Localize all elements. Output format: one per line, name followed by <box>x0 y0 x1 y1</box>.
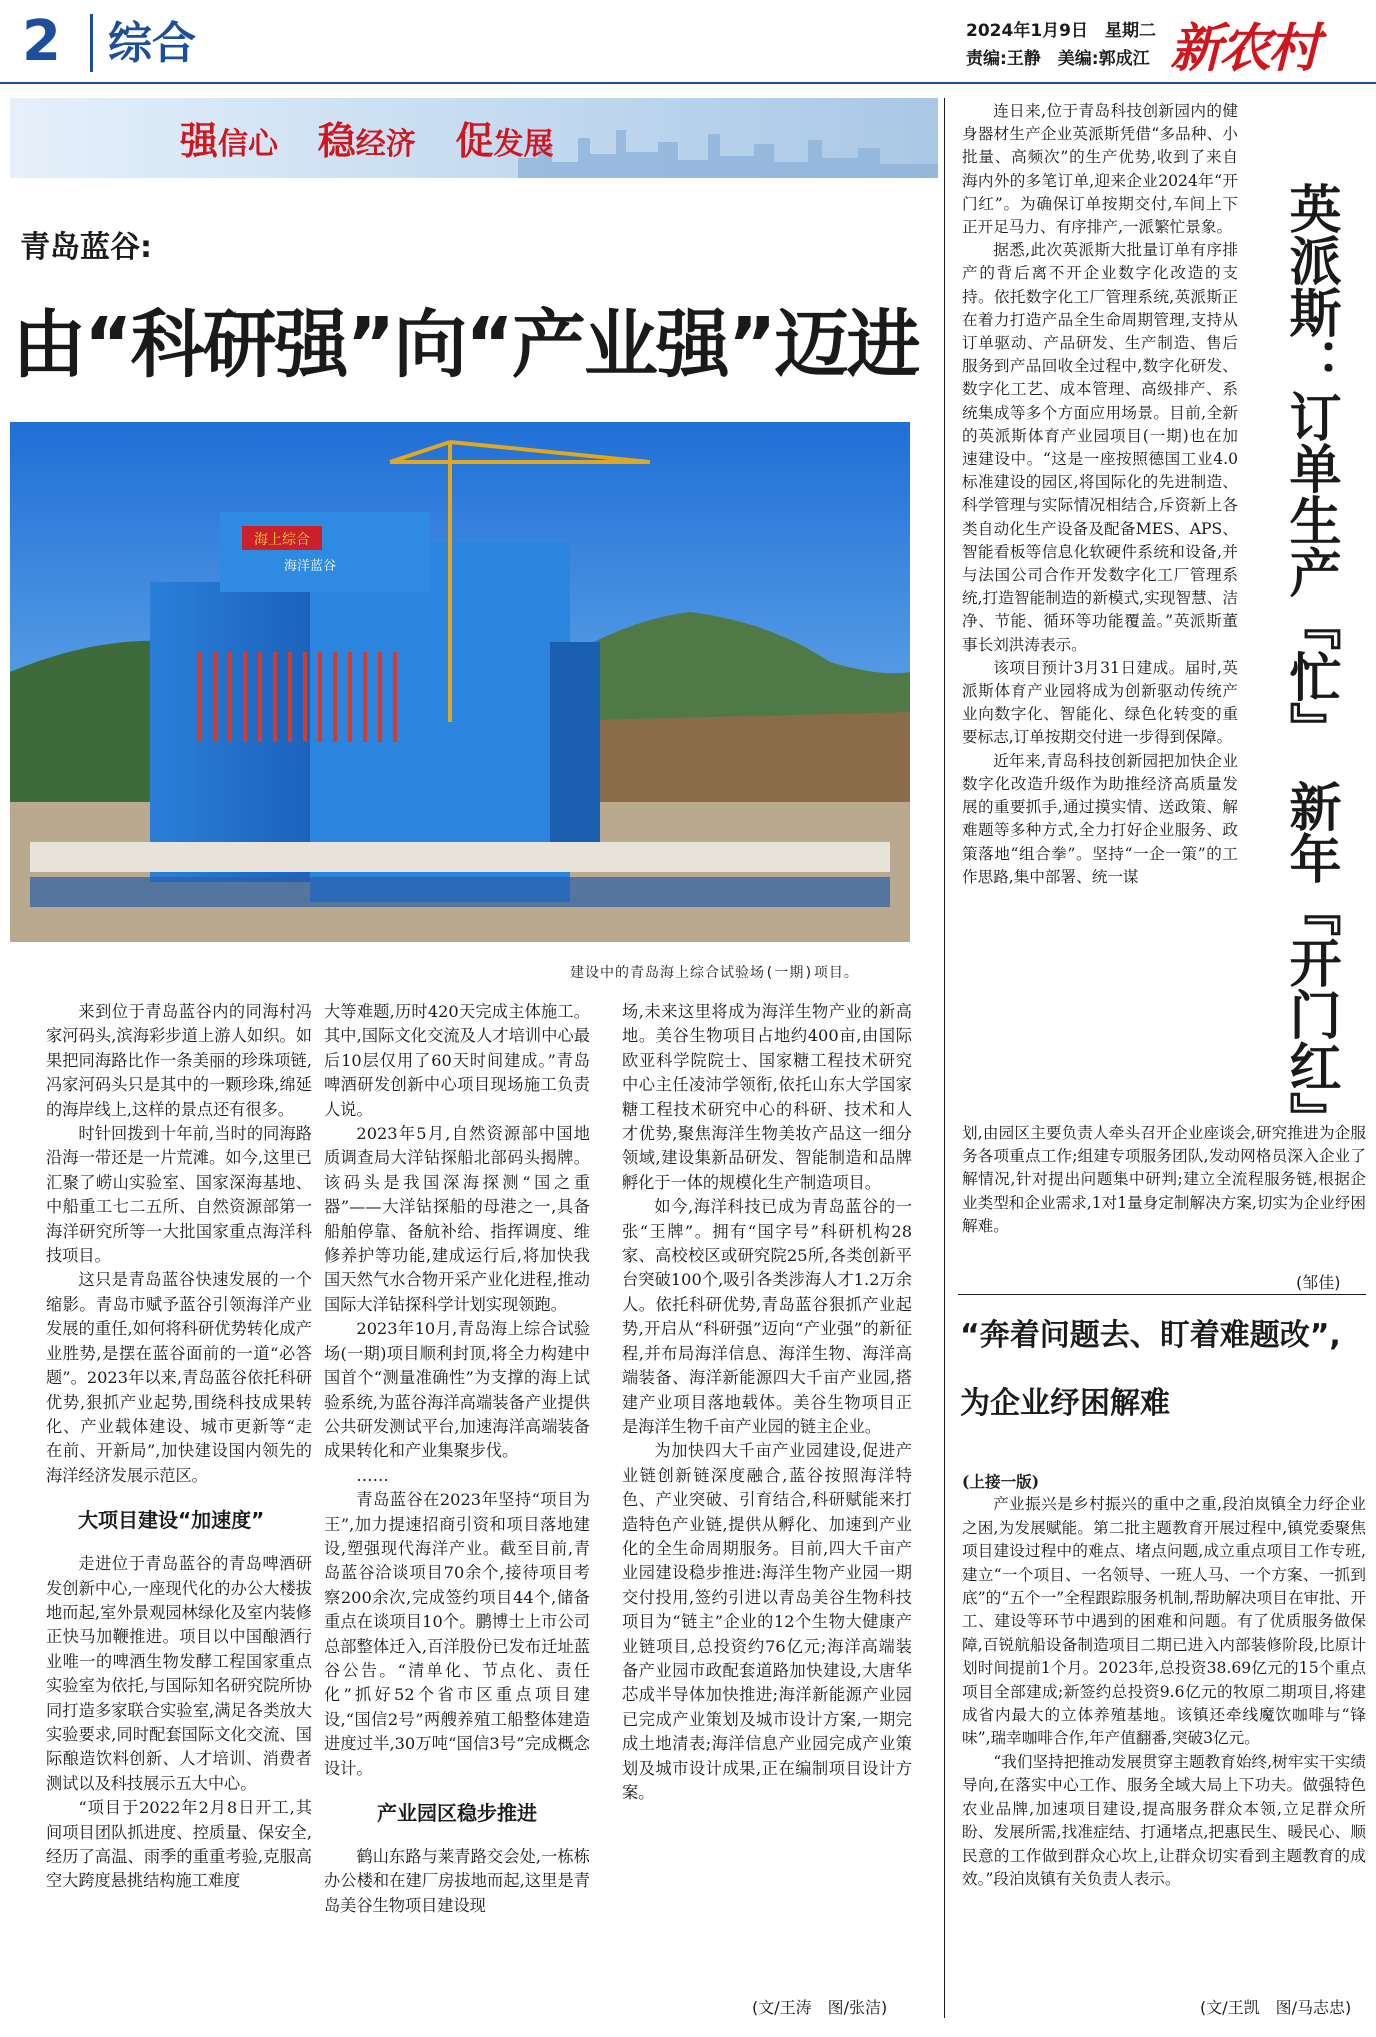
section-rule <box>958 1294 1366 1295</box>
lead-column-3 <box>622 1000 912 1805</box>
side-article-title: 英派斯：订单生产『忙』 新年『开门红』 <box>1280 182 1340 1144</box>
section-title: 综合 <box>108 18 196 69</box>
side2-title-line1: “奔着问题去、盯着难题改”, <box>960 1318 1341 1353</box>
editors-line: 责编:王静 美编:郭成江 <box>966 49 1150 69</box>
lead-column-1 <box>46 1000 312 1894</box>
header-divider <box>90 14 93 72</box>
lead-paragraph: 大等难题,历时420天完成主体施工。其中,国际文化交流及人才培训中心最后10层仅用了60天时间建成。”青岛啤酒研发创新中心项目现场施工负责人说。 <box>324 1002 590 1119</box>
side1-paragraph: 划,由园区主要负责人牵头召开企业座谈会,研究推进为企服务各项重点工作;组建专项服务团队,发动网格员深入企业了解情况,针对提出问题集中研判;建立全流程服务链,根据企业类型和企业需求,1对1量身定制解决方案,切实为企业纾困解难。 <box>962 1124 1367 1235</box>
masthead-logo: 新农村 <box>1170 18 1318 79</box>
lead-paragraph: 来到位于青岛蓝谷内的同海村冯家河码头,滨海彩步道上游人如织。如果把同海路比作一条美丽的珍珠项链,冯家河码头只是其中的一颗珍珠,绵延的海岸线上,这样的景点还有很多。 <box>46 1002 312 1119</box>
issue-date: 2024年1月9日 星期二 <box>966 21 1156 41</box>
side2-column <box>962 1470 1366 1891</box>
lead-paragraph: 如今,海洋科技已成为青岛蓝谷的一张“王牌”。拥有“国字号”科研机构28家、高校校区或研究院25所,各类创新平台突破100个,吸引各类涉海人才1.2万余人。依托科研优势,青岛蓝谷狠抓产业起势,开启从“科研强”迈向“产业强”的新征程,并布局海洋信息、海洋生物、海洋高端装备、海洋新能源四大千亩产业园,搭建产业项目落地载体。美谷生物项目正是海洋生物千亩产业园的链主企业。 <box>622 1197 912 1436</box>
lead-paragraph: 2023年10月,青岛海上综合试验场(一期)项目顺利封顶,将全力构建中国首个“测量准确性”为支撑的海上试验系统,为蓝谷海洋高端装备产业提供公共研发测试平台,加速海洋高端装备成果转化和产业集聚步伐。 <box>324 1319 590 1461</box>
page-number: 2 <box>22 9 61 74</box>
side2-byline: (文/王凯 图/马志忠) <box>1200 1998 1352 2017</box>
column-rule <box>944 98 945 2018</box>
side1-wide-column <box>962 1122 1366 1238</box>
lead-paragraph: 鹤山东路与莱青路交会处,一栋栋办公楼和在建厂房拔地而起,这里是青岛美谷生物项目建设现 <box>324 1847 590 1915</box>
side2-from-line: (上接一版) <box>962 1472 1040 1491</box>
banner-word-2: 稳 <box>317 119 356 163</box>
lead-column-2 <box>324 1000 590 1918</box>
side1-paragraph: 连日来,位于青岛科技创新园内的健身器材生产企业英派斯凭借“多品种、小批量、高频次”的生产优势,收到了来自海内外的多笔订单,迎来企业2024年“开门红”。为确保订单按期交付,车间上下正开足马力、有序排产,一派繁忙景象。 <box>962 102 1238 237</box>
header-rule <box>0 82 1376 84</box>
photo-caption: 建设中的青岛海上综合试验场(一期)项目。 <box>570 965 859 981</box>
side1-paragraph: 据悉,此次英派斯大批量订单有序排产的背后离不开企业数字化改造的支持。依托数字化工厂管理系统,英派斯正在着力打造产品全生命周期管理,支持从订单驱动、产品研发、生产制造、售后服务到产品回收全过程中,数字化研发、数字化工艺、成本管理、高级排产、系统集成等多个方面应用场景。目前,全新的英派斯体育产业园项目(一期)也在加速建设中。“这是一座按照德国工业4.0标准建设的园区,将国际化的先进制造、科学管理与实际情况相结合,斥资新上各类自动化生产设备及配备MES、APS、智能看板等信息化软硬件系统和设备,并与法国公司合作开发数字化工厂管理系统,打造智能制造的新模式,实现智慧、洁净、节能、循环等功能覆盖。”英派斯董事长刘洪涛表示。 <box>962 241 1238 654</box>
banner-word-1: 强 <box>180 119 219 163</box>
side2-paragraph: “我们坚持把推动发展贯穿主题教育始终,树牢实干实绩导向,在落实中心工作、服务全域大局上下功夫。做强特色农业品牌,加速项目建设,提高服务群众本领,立足群众所盼、发展所需,找准症结、打通堵点,把惠民生、暖民心、顺民意的工作做到群众心坎上,让群众切实看到主题教育的成效。”段泊岚镇有关负责人表示。 <box>962 1752 1366 1888</box>
lead-paragraph: 时针回拨到十年前,当时的同海路沿海一带还是一片荒滩。如今,这里已汇聚了崂山实验室、国家深海基地、中船重工七二五所、自然资源部第一海洋研究所等一大批国家重点海洋科技项目。 <box>46 1124 312 1266</box>
side2-title-line2: 为企业纾困解难 <box>960 1386 1170 1421</box>
construction-photo <box>10 422 910 942</box>
banner-suffix-2: 经济 <box>355 127 416 162</box>
lead-byline: (文/王涛 图/张洁) <box>752 1998 888 2017</box>
lead-paragraph: 为加快四大千亩产业园建设,促进产业链创新链深度融合,蓝谷按照海洋特色、产业突破、引育结合,科研赋能来打造特色产业链,提供从孵化、加速到产业化的全生命周期服务。目前,四大千亩产业园建设稳步推进:海洋生物产业园一期交付投用,签约引进以青岛美谷生物科技项目为“链主”企业的12个生物大健康产业链项目,总投资约76亿元;海洋高端装备产业园市政配套道路加快建设,大唐华芯成半导体加快推进;海洋新能源产业园已完成产业策划及城市设计方案,一期完成土地清表;海洋信息产业园完成产业策划及城市设计成果,正在编制项目设计方案。 <box>622 1441 912 1802</box>
photo-sign-top: 海上综合 <box>254 532 310 548</box>
lead-paragraph: 青岛蓝谷在2023年坚持“项目为王”,加力提速招商引资和项目落地建设,塑强现代海洋产业。截至目前,青岛蓝谷洽谈项目70余个,接待项目考察200余次,完成签约项目44个,储备重点在谈项目10个。鹏博士上市公司总部整体迁入,百洋股份已发布迁址蓝谷公告。“清单化、节点化、责任化”抓好52个省市区重点项目建设,“国信2号”两艘养殖工船整体建造进度过半,30万吨“国信3号”完成概念设计。 <box>324 1490 590 1778</box>
side1-paragraph: 该项目预计3月31日建成。届时,英派斯体育产业园将成为创新驱动传统产业向数字化、智能化、绿色化转变的重要标志,订单按期交付进一步得到保障。 <box>962 658 1238 747</box>
subheading-big-projects: 大项目建设“加速度” <box>78 1508 265 1533</box>
photo-sign-name: 海洋蓝谷 <box>283 559 337 574</box>
lead-paragraph: 场,未来这里将成为海洋生物产业的新高地。美谷生物项目占地约400亩,由国际欧亚科学院院士、国家糖工程技术研究中心主任凌沛学领衔,依托山东大学国家糖工程技术研究中心的科研、技术和人才优势,聚焦海洋生物美妆产品这一细分领域,建设集新品研发、智能制造和品牌孵化于一体的规模化生产制造项目。 <box>622 1002 912 1192</box>
banner-suffix-3: 发展 <box>493 127 554 162</box>
subheading-industrial-parks: 产业园区稳步推进 <box>377 1801 537 1825</box>
side1-paragraph: 近年来,青岛科技创新园把加快企业数字化改造升级作为助推经济高质量发展的重要抓手,通过摸实情、送政策、解难题等多种方式,全力打好企业服务、政策落地“组合拳”。坚持“一企一策”的工作思路,集中部署、统一谋 <box>962 751 1238 886</box>
lead-paragraph: 2023年5月,自然资源部中国地质调查局大洋钻探船北部码头揭牌。该码头是我国深海探测“国之重器”——大洋钻探船的母港之一,具备船舶停靠、备航补给、指挥调度、维修养护等功能,建成运行后,将加快我国天然气水合物开采产业化进程,推动国际大洋钻探科学计划实现领跑。 <box>324 1124 590 1314</box>
lead-paragraph: 走进位于青岛蓝谷的青岛啤酒研发创新中心,一座现代化的办公大楼拔地而起,室外景观园林绿化及室内装修正快马加鞭推进。项目以中国酿酒行业唯一的啤酒生物发酵工程国家重点实验室为依托,与国际知名研究院所协同打造多家联合实验室,满足各类放大实验要求,同时配套国际文化交流、国际酿造饮料创新、人才培训、消费者测试以及科技展示五大中心。 <box>46 1554 312 1793</box>
skyline-graphic <box>518 118 938 178</box>
photo-illustration <box>10 422 910 942</box>
side2-paragraph: 产业振兴是乡村振兴的重中之重,段泊岚镇全力纾企业之困,为发展赋能。第二批主题教育开展过程中,镇党委聚焦项目建设过程中的难点、堵点问题,成立重点项目工作专班,建立“一个项目、一名领导、一班人马、一个方案、一抓到底”的“五个一”全程跟踪服务机制,帮助解决项目在审批、开工、建设等环节中遇到的困难和问题。有了优质服务做保障,百锐航船设备制造项目二期已进入内部装修阶段,比原计划时间提前1个月。2023年,总投资38.69亿元的15个重点项目全部建成;新签约总投资9.6亿元的牧原二期项目,将建成省内最大的立体养殖基地。该镇还牵线魔饮咖啡与“锋味”,瑞幸咖啡合作,年产值翻番,突破3亿元。 <box>962 1495 1366 1748</box>
lead-paragraph: 这只是青岛蓝谷快速发展的一个缩影。青岛市赋予蓝谷引领海洋产业发展的重任,如何将科研优势转化成产业胜势,是摆在蓝谷面前的一道“必答题”。2023年以来,青岛蓝谷依托科研优势,狠抓产业起势,围绕科技成果转化、产业载体建设、城市更新等“走在前、开新局”,加快建设国内领先的海洋经济发展示范区。 <box>46 1270 312 1485</box>
article-kicker: 青岛蓝谷: <box>20 230 152 265</box>
theme-banner <box>10 98 938 178</box>
lead-paragraph: …… <box>356 1465 389 1485</box>
lead-paragraph: “项目于2022年2月8日开工,其间项目团队抓进度、控质量、保安全,经历了高温、雨季的重重考验,克服高空大跨度悬挑结构施工难度 <box>46 1798 312 1891</box>
banner-suffix-1: 信心 <box>218 127 279 162</box>
banner-slogan <box>180 110 553 165</box>
banner-word-3: 促 <box>455 119 494 163</box>
article-headline: 由“科研强”向“产业强”迈进 <box>12 302 919 388</box>
side1-byline: (邹佳) <box>1296 1273 1341 1292</box>
side1-column <box>962 100 1238 889</box>
